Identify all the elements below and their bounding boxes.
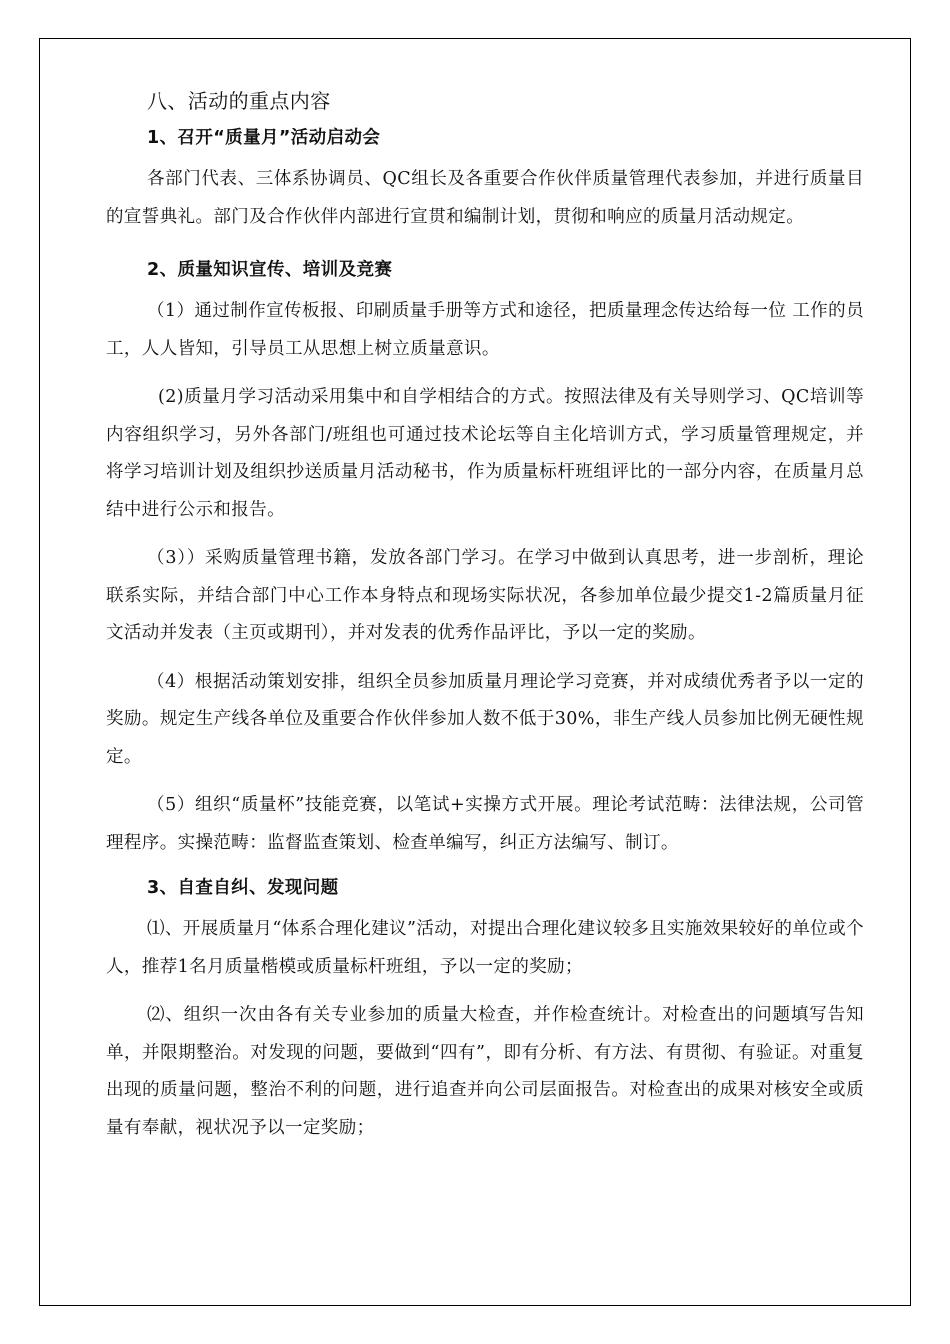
paragraph-4: （3））采购质量管理书籍，发放各部门学习。在学习中做到认真思考，进一步剖析，理论联系实际，并结合部门中心工作本身特点和现场实际状况，各参加单位最少提交1-2篇质量月征文活动并发表（主页或期刊），并对发表的优秀作品评比，予以一定的奖励。 — [106, 548, 864, 643]
paragraph-2: （1）通过制作宣传板报、印刷质量手册等方式和途径，把质量理念传达给每一位 工作的员工，人人皆知，引导员工从思想上树立质量意识。 — [106, 301, 864, 359]
paragraph-5: （4）根据活动策划安排，组织全员参加质量月理论学习竞赛，并对成绩优秀者予以一定的奖励。规定生产线各单位及重要合作伙伴参加人数不低于30%，非生产线人员参加比例无硬性规定。 — [106, 671, 864, 767]
heading-3: 3、自查自纠、发现问题 — [147, 878, 339, 898]
paragraph-6: （5）组织“质量杯”技能竞赛，以笔试+实操方式开展。理论考试范畴：法律法规，公司管理程序。实操范畴：监督监查策划、检查单编写，纠正方法编写、制订。 — [106, 795, 864, 853]
paragraph-3: (2)质量月学习活动采用集中和自学相结合的方式。按照法律及有关导则学习、QC培训等内容组织学习，另外各部门/班组也可通过技术论坛等自主化培训方式，学习质量管理规定，并将学习培训计划及组织抄送质量月活动秘书，作为质量标杆班组评比的一部分内容，在质量月总结中进行公示和报告。 — [106, 387, 864, 520]
heading-1: 1、召开“质量月”活动启动会 — [147, 128, 381, 148]
paragraph-7: ⑴、开展质量月“体系合理化建议”活动，对提出合理化建议较多且实施效果较好的单位或个人，推荐1名月质量楷模或质量标杆班组，予以一定的奖励； — [106, 919, 864, 977]
section-title: 八、活动的重点内容 — [147, 89, 331, 113]
paragraph-1: 各部门代表、三体系协调员、QC组长及各重要合作伙伴质量管理代表参加，并进行质量目的宣誓典礼。部门及合作伙伴内部进行宣贯和编制计划，贯彻和响应的质量月活动规定。 — [106, 169, 864, 227]
heading-2: 2、质量知识宣传、培训及竞赛 — [147, 260, 393, 280]
paragraph-8: ⑵、组织一次由各有关专业参加的质量大检查，并作检查统计。对检查出的问题填写告知单，并限期整治。对发现的问题，要做到“四有”，即有分析、有方法、有贯彻、有验证。对重复出现的质量问题，整治不利的问题，进行追查并向公司层面报告。对检查出的成果对核安全或质量有奉献，视状况予以一定奖励； — [106, 1005, 864, 1138]
document-body — [106, 86, 864, 1158]
